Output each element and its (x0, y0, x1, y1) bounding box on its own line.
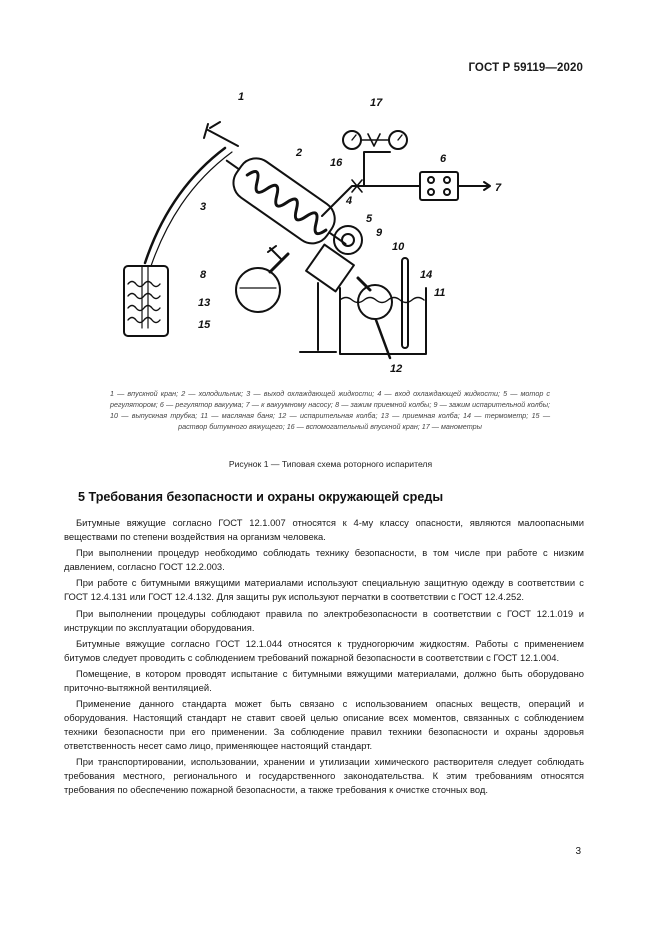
diagram-svg (90, 88, 570, 378)
label-3: 3 (200, 201, 207, 213)
legend-item: 14 — термометр; (462, 411, 532, 420)
inlet-valve (204, 122, 238, 146)
paragraph: Помещение, в котором проводят испытание с битумными вяжущими материалами, должно быть оборудовано приточно-вытяжной вентиляцией. (64, 667, 584, 693)
label-6: 6 (440, 153, 447, 165)
legend-item: 2 — холодильник; (181, 389, 247, 398)
legend-item: 13 — приемная колба; (380, 411, 463, 420)
label-16: 16 (330, 157, 343, 169)
label-5: 5 (366, 213, 373, 225)
label-10: 10 (392, 241, 405, 253)
label-14: 14 (420, 269, 433, 281)
label-11: 11 (434, 287, 446, 299)
paragraph: Битумные вяжущие согласно ГОСТ 12.1.044 относятся к трудногорючим жидкостям. Работы с применением битумов следует проводить с соблюдением требований пожарной безопасности в соответствии с ГОСТ 12.1.004. (64, 637, 584, 663)
legend-item: 4 — вход охлаждающей жидкости; (377, 389, 504, 398)
paragraph: При выполнении процедур необходимо соблюдать технику безопасности, в том числе при работе с низким давлением, согласно ГОСТ 12.2.003. (64, 547, 584, 573)
legend-item: 7 — к вакуумному насосу; (245, 400, 336, 409)
legend-item: 17 — манометры (421, 422, 482, 431)
evaporating-flask (358, 285, 392, 319)
label-9: 9 (376, 227, 383, 239)
label-4: 4 (346, 195, 353, 207)
legend-item: 11 — масляная баня; (200, 411, 279, 420)
label-13: 13 (198, 297, 211, 309)
label-8: 8 (200, 269, 207, 281)
paragraph: Применение данного стандарта может быть связано с использованием опасных веществ, операций и оборудования. Настоящий стандарт не ставит своей целью описание всех моментов, связанных с соблюдением техники безопасности при его применении. За соблюдение правил техники безопасности и охраны здоровья ответственность несет само лицо, применяющее настоящий стандарт. (64, 698, 584, 752)
vacuum-regulator (420, 172, 458, 200)
document-number: ГОСТ Р 59119—2020 (468, 62, 583, 74)
label-12: 12 (390, 363, 403, 375)
legend-item: 15 — раствор битумного вяжущего; (178, 411, 551, 431)
legend-item: 1 — впускной кран; (110, 389, 182, 398)
legend-item: 5 — мотор с регулятором; (110, 389, 551, 409)
legend-item: 8 — зажим приемной колбы; (335, 400, 434, 409)
legend-item: 6 — регулятор вакуума; (159, 400, 246, 409)
oil-bath (340, 288, 426, 354)
figure-caption: Рисунок 1 — Типовая схема роторного испарителя (228, 459, 433, 469)
receiving-flask (236, 268, 280, 312)
solution-bottle (124, 266, 168, 336)
legend-item: 9 — зажим испарительной колбы; (433, 400, 551, 409)
label-1: 1 (238, 91, 245, 103)
paragraph: При работе с битумными вяжущими материалами используют специальную защитную одежду в соответствии с ГОСТ 12.4.131 или ГОСТ 12.4.132. Для защиты рук используют перчатки в соответствии с ГОСТ 12.4.252. (64, 577, 584, 603)
section-body (64, 516, 584, 800)
paragraph: При выполнении процедуры соблюдают правила по электробезопасности в соответствии с ГОСТ 12.1.019 и инструкции по эксплуатации оборудования. (64, 607, 584, 633)
label-7: 7 (495, 182, 502, 194)
motor-block (306, 245, 354, 292)
label-17: 17 (370, 97, 383, 109)
rotary-evaporator-diagram (90, 88, 570, 378)
feed-tube (145, 148, 225, 263)
legend-item: 10 — выпускная трубка; (110, 411, 201, 420)
legend-item: 3 — выход охлаждающей жидкости; (246, 389, 378, 398)
paragraph: Битумные вяжущие согласно ГОСТ 12.1.007 относятся к 4-му классу опасности, являются малоопасными веществами по степени воздействия на организм человека. (64, 517, 584, 542)
legend-item: 12 — испарительная колба; (278, 411, 381, 420)
paragraph: При транспортировании, использовании, хранении и утилизации химического растворителя следует соблюдать требования местного, регионального и государственного законодательства. К этим требованиям относятся требования по обеспечению пожарной безопасности, а также требования к очистке сточных вод. (64, 756, 584, 796)
label-15: 15 (198, 319, 211, 331)
figure-labels (198, 91, 502, 375)
page-number: 3 (575, 846, 581, 857)
figure-legend (110, 388, 550, 432)
label-2: 2 (296, 147, 303, 159)
section-heading: 5 Требования безопасности и охраны окружающей среды (78, 490, 444, 504)
legend-item: 16 — вспомогательный впускной кран; (286, 422, 422, 431)
